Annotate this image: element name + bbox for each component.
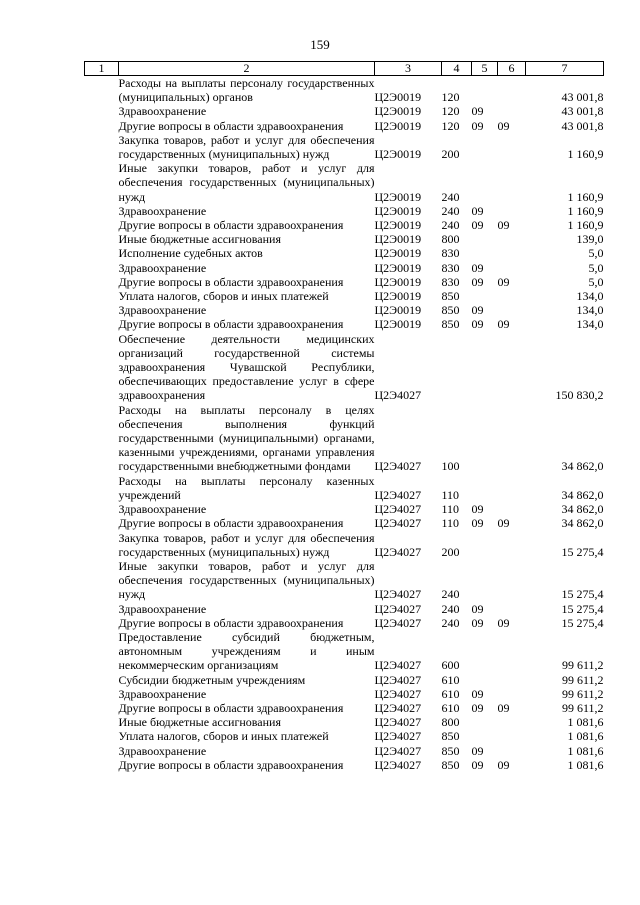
target-code-cell: Ц2Э4027 bbox=[374, 544, 422, 559]
table-row bbox=[85, 246, 604, 260]
section-cell: 09 bbox=[471, 203, 484, 218]
section-cell bbox=[472, 76, 498, 105]
section-cell: 09 bbox=[471, 700, 484, 715]
table-row bbox=[85, 161, 604, 204]
expense-type-cell: 800 bbox=[441, 715, 460, 730]
target-code-cell: Ц2Э0019 bbox=[374, 118, 422, 133]
table-row bbox=[85, 317, 604, 331]
table-row bbox=[85, 559, 604, 602]
target-code-cell: Ц2Э0019 bbox=[374, 203, 422, 218]
amount-cell: 99 611,2 bbox=[561, 672, 604, 687]
table-body bbox=[85, 76, 604, 772]
table-row bbox=[85, 261, 604, 275]
expense-type-cell: 850 bbox=[441, 303, 460, 318]
expense-type-cell: 240 bbox=[441, 203, 460, 218]
expense-name-cell: Иные бюджетные ассигнования bbox=[118, 232, 281, 247]
table-row bbox=[85, 630, 604, 673]
table-row bbox=[85, 403, 604, 474]
column-header-3: 3 bbox=[375, 62, 442, 76]
table-row bbox=[85, 119, 604, 133]
expense-name-cell: Уплата налогов, сборов и иных платежей bbox=[118, 729, 329, 744]
subsection-cell bbox=[498, 246, 526, 260]
section-cell bbox=[472, 729, 498, 743]
target-code-cell: Ц2Э4027 bbox=[374, 615, 422, 630]
section-cell bbox=[472, 289, 498, 303]
target-code-cell: Ц2Э0019 bbox=[374, 104, 422, 119]
expense-type-cell: 110 bbox=[441, 516, 460, 531]
expense-name-cell: Другие вопросы в области здравоохранения bbox=[118, 218, 344, 233]
table-row bbox=[85, 289, 604, 303]
target-code-cell: Ц2Э4027 bbox=[374, 672, 422, 687]
target-code-cell: Ц2Э4027 bbox=[374, 686, 422, 701]
row-number-cell bbox=[85, 502, 119, 516]
target-code-cell: Ц2Э4027 bbox=[374, 729, 422, 744]
expense-type-cell: 610 bbox=[441, 700, 460, 715]
table-row bbox=[85, 516, 604, 530]
subsection-cell: 09 bbox=[497, 516, 510, 531]
amount-cell: 134,0 bbox=[576, 289, 604, 304]
expense-name-cell: Другие вопросы в области здравоохранения bbox=[118, 615, 344, 630]
expense-name-cell: Другие вопросы в области здравоохранения bbox=[118, 757, 344, 772]
target-code-cell: Ц2Э4027 bbox=[374, 700, 422, 715]
table-row bbox=[85, 701, 604, 715]
row-number-cell bbox=[85, 104, 119, 118]
table-row bbox=[85, 531, 604, 559]
column-header-7: 7 bbox=[526, 62, 604, 76]
amount-cell: 43 001,8 bbox=[561, 104, 604, 119]
target-code-cell: Ц2Э4027 bbox=[374, 487, 422, 502]
target-code-cell: Ц2Э4027 bbox=[374, 388, 422, 403]
row-number-cell bbox=[85, 516, 119, 530]
subsection-cell bbox=[498, 289, 526, 303]
expense-type-cell: 240 bbox=[441, 587, 460, 602]
table-row bbox=[85, 232, 604, 246]
row-number-cell bbox=[85, 673, 119, 687]
section-cell bbox=[472, 531, 498, 559]
section-cell: 09 bbox=[471, 686, 484, 701]
table-row bbox=[85, 133, 604, 161]
section-cell bbox=[472, 630, 498, 673]
subsection-cell bbox=[498, 303, 526, 317]
amount-cell: 15 275,4 bbox=[561, 587, 604, 602]
expense-name-cell: Закупка товаров, работ и услуг для обеспечения государственных (муниципальных) нужд bbox=[118, 132, 375, 162]
column-header-6: 6 bbox=[498, 62, 526, 76]
section-cell bbox=[472, 559, 498, 602]
row-number-cell bbox=[85, 246, 119, 260]
section-cell: 09 bbox=[471, 757, 484, 772]
target-code-cell: Ц2Э0019 bbox=[374, 317, 422, 332]
subsection-cell: 09 bbox=[497, 118, 510, 133]
row-number-cell bbox=[85, 275, 119, 289]
row-number-cell bbox=[85, 133, 119, 161]
expense-type-cell: 100 bbox=[441, 459, 460, 474]
page-number: 159 bbox=[310, 37, 330, 52]
expense-type-cell bbox=[442, 332, 472, 403]
expense-name-cell: Другие вопросы в области здравоохранения bbox=[118, 118, 344, 133]
amount-cell: 34 862,0 bbox=[561, 459, 604, 474]
amount-cell: 134,0 bbox=[576, 303, 604, 318]
expense-type-cell: 110 bbox=[441, 502, 460, 517]
expense-name-cell: Субсидии бюджетным учреждениям bbox=[118, 672, 306, 687]
row-number-cell bbox=[85, 317, 119, 331]
subsection-cell: 09 bbox=[497, 615, 510, 630]
section-cell: 09 bbox=[471, 218, 484, 233]
expense-name-cell: Закупка товаров, работ и услуг для обеспечения государственных (муниципальных) нужд bbox=[118, 530, 375, 559]
expense-type-cell: 120 bbox=[441, 104, 460, 119]
amount-cell: 1 160,9 bbox=[567, 218, 604, 233]
expense-type-cell: 850 bbox=[441, 757, 460, 772]
table-row bbox=[85, 729, 604, 743]
table-row bbox=[85, 275, 604, 289]
target-code-cell: Ц2Э0019 bbox=[374, 232, 422, 247]
subsection-cell bbox=[498, 76, 526, 105]
section-cell bbox=[472, 403, 498, 474]
subsection-cell bbox=[498, 332, 526, 403]
expense-type-cell: 850 bbox=[441, 289, 460, 304]
expense-type-cell: 600 bbox=[441, 658, 460, 673]
header-row bbox=[85, 62, 604, 76]
section-cell: 09 bbox=[471, 502, 484, 517]
section-cell bbox=[472, 161, 498, 204]
row-number-cell bbox=[85, 474, 119, 502]
expense-type-cell: 110 bbox=[441, 487, 460, 502]
row-number-cell bbox=[85, 758, 119, 772]
row-number-cell bbox=[85, 616, 119, 630]
expense-name-cell: Уплата налогов, сборов и иных платежей bbox=[118, 289, 329, 304]
row-number-cell bbox=[85, 715, 119, 729]
section-cell: 09 bbox=[471, 615, 484, 630]
table-row bbox=[85, 687, 604, 701]
section-cell bbox=[472, 232, 498, 246]
row-number-cell bbox=[85, 289, 119, 303]
row-number-cell bbox=[85, 701, 119, 715]
section-cell: 09 bbox=[471, 118, 484, 133]
subsection-cell bbox=[498, 630, 526, 673]
subsection-cell bbox=[498, 715, 526, 729]
subsection-cell bbox=[498, 261, 526, 275]
row-number-cell bbox=[85, 744, 119, 758]
target-code-cell: Ц2Э0019 bbox=[374, 289, 422, 304]
expense-name-cell: Исполнение судебных актов bbox=[118, 246, 263, 261]
subsection-cell bbox=[498, 729, 526, 743]
target-code-cell: Ц2Э4027 bbox=[374, 743, 422, 758]
table-row bbox=[85, 715, 604, 729]
expense-type-cell: 120 bbox=[441, 118, 460, 133]
amount-cell: 99 611,2 bbox=[561, 700, 604, 715]
subsection-cell bbox=[498, 161, 526, 204]
column-header-2: 2 bbox=[119, 62, 375, 76]
amount-cell: 43 001,8 bbox=[561, 118, 604, 133]
row-number-cell bbox=[85, 403, 119, 474]
subsection-cell bbox=[498, 531, 526, 559]
target-code-cell: Ц2Э0019 bbox=[374, 274, 422, 289]
amount-cell: 5,0 bbox=[588, 260, 604, 275]
amount-cell: 15 275,4 bbox=[561, 615, 604, 630]
expense-name-cell: Здравоохранение bbox=[118, 686, 207, 701]
section-cell bbox=[472, 474, 498, 502]
amount-cell: 139,0 bbox=[576, 232, 604, 247]
subsection-cell bbox=[498, 744, 526, 758]
subsection-cell bbox=[498, 687, 526, 701]
row-number-cell bbox=[85, 630, 119, 673]
table-row bbox=[85, 76, 604, 105]
amount-cell: 1 081,6 bbox=[567, 729, 604, 744]
expense-type-cell: 850 bbox=[441, 317, 460, 332]
amount-cell: 15 275,4 bbox=[561, 601, 604, 616]
expense-name-cell: Другие вопросы в области здравоохранения bbox=[118, 700, 344, 715]
target-code-cell: Ц2Э0019 bbox=[374, 260, 422, 275]
subsection-cell bbox=[498, 204, 526, 218]
expense-type-cell: 240 bbox=[441, 615, 460, 630]
table-row bbox=[85, 332, 604, 403]
subsection-cell bbox=[498, 673, 526, 687]
expense-type-cell: 610 bbox=[441, 672, 460, 687]
section-cell: 09 bbox=[471, 303, 484, 318]
target-code-cell: Ц2Э4027 bbox=[374, 587, 422, 602]
expense-type-cell: 200 bbox=[441, 147, 460, 162]
section-cell bbox=[472, 332, 498, 403]
expense-type-cell: 240 bbox=[441, 189, 460, 204]
expense-name-cell: Здравоохранение bbox=[118, 104, 207, 119]
target-code-cell: Ц2Э0019 bbox=[374, 218, 422, 233]
table-row bbox=[85, 744, 604, 758]
expense-type-cell: 240 bbox=[441, 218, 460, 233]
target-code-cell: Ц2Э4027 bbox=[374, 757, 422, 772]
row-number-cell bbox=[85, 303, 119, 317]
row-number-cell bbox=[85, 687, 119, 701]
amount-cell: 1 160,9 bbox=[567, 189, 604, 204]
expense-name-cell: Иные закупки товаров, работ и услуг для обеспечения государственных (муниципальных) нужд bbox=[118, 558, 375, 602]
target-code-cell: Ц2Э4027 bbox=[374, 502, 422, 517]
expense-type-cell: 240 bbox=[441, 601, 460, 616]
table-row bbox=[85, 758, 604, 772]
table-row bbox=[85, 673, 604, 687]
expense-name-cell: Другие вопросы в области здравоохранения bbox=[118, 274, 344, 289]
target-code-cell: Ц2Э4027 bbox=[374, 715, 422, 730]
amount-cell: 15 275,4 bbox=[561, 544, 604, 559]
row-number-cell bbox=[85, 119, 119, 133]
amount-cell: 1 081,6 bbox=[567, 757, 604, 772]
amount-cell: 34 862,0 bbox=[561, 516, 604, 531]
column-header-1: 1 bbox=[85, 62, 119, 76]
expense-type-cell: 850 bbox=[441, 729, 460, 744]
table-row bbox=[85, 616, 604, 630]
table-row bbox=[85, 218, 604, 232]
section-cell bbox=[472, 715, 498, 729]
target-code-cell: Ц2Э4027 bbox=[374, 516, 422, 531]
target-code-cell: Ц2Э0019 bbox=[374, 90, 422, 105]
target-code-cell: Ц2Э0019 bbox=[374, 303, 422, 318]
amount-cell: 5,0 bbox=[588, 246, 604, 261]
row-number-cell bbox=[85, 204, 119, 218]
row-number-cell bbox=[85, 76, 119, 105]
subsection-cell bbox=[498, 502, 526, 516]
expense-name-cell: Предоставление субсидий бюджетным, автономным учреждениям и иным некоммерческим организациям bbox=[118, 629, 375, 673]
expense-name-cell: Расходы на выплаты персоналу в целях обеспечения выполнения функций государственными (муниципальными) органами, казенными учреждениями, органами управления государственными внебюджетными фондами bbox=[118, 402, 375, 474]
table-row bbox=[85, 602, 604, 616]
subsection-cell bbox=[498, 474, 526, 502]
subsection-cell bbox=[498, 403, 526, 474]
expense-name-cell: Здравоохранение bbox=[118, 502, 207, 517]
section-cell: 09 bbox=[471, 104, 484, 119]
subsection-cell: 09 bbox=[497, 757, 510, 772]
section-cell: 09 bbox=[471, 260, 484, 275]
subsection-cell bbox=[498, 133, 526, 161]
row-number-cell bbox=[85, 559, 119, 602]
row-number-cell bbox=[85, 218, 119, 232]
section-cell bbox=[472, 673, 498, 687]
section-cell: 09 bbox=[471, 516, 484, 531]
target-code-cell: Ц2Э0019 bbox=[374, 246, 422, 261]
row-number-cell bbox=[85, 232, 119, 246]
target-code-cell: Ц2Э4027 bbox=[374, 658, 422, 673]
target-code-cell: Ц2Э4027 bbox=[374, 459, 422, 474]
table-row bbox=[85, 104, 604, 118]
target-code-cell: Ц2Э4027 bbox=[374, 601, 422, 616]
row-number-cell bbox=[85, 161, 119, 204]
subsection-cell: 09 bbox=[497, 218, 510, 233]
amount-cell: 150 830,2 bbox=[555, 388, 604, 403]
expense-name-cell: Здравоохранение bbox=[118, 260, 207, 275]
amount-cell: 34 862,0 bbox=[561, 487, 604, 502]
subsection-cell bbox=[498, 602, 526, 616]
section-cell: 09 bbox=[471, 317, 484, 332]
table-header bbox=[85, 62, 604, 76]
column-header-5: 5 bbox=[472, 62, 498, 76]
row-number-cell bbox=[85, 261, 119, 275]
expense-name-cell: Другие вопросы в области здравоохранения bbox=[118, 317, 344, 332]
subsection-cell: 09 bbox=[497, 317, 510, 332]
amount-cell: 1 081,6 bbox=[567, 715, 604, 730]
subsection-cell bbox=[498, 104, 526, 118]
expense-type-cell: 830 bbox=[441, 260, 460, 275]
expense-type-cell: 610 bbox=[441, 686, 460, 701]
expense-name-cell: Здравоохранение bbox=[118, 303, 207, 318]
section-cell: 09 bbox=[471, 601, 484, 616]
amount-cell: 1 160,9 bbox=[567, 147, 604, 162]
row-number-cell bbox=[85, 332, 119, 403]
expense-type-cell: 120 bbox=[441, 90, 460, 105]
expense-name-cell: Здравоохранение bbox=[118, 601, 207, 616]
expense-type-cell: 800 bbox=[441, 232, 460, 247]
section-cell bbox=[472, 133, 498, 161]
table-row bbox=[85, 303, 604, 317]
subsection-cell bbox=[498, 232, 526, 246]
expense-name-cell: Иные закупки товаров, работ и услуг для обеспечения государственных (муниципальных) нужд bbox=[118, 161, 375, 204]
amount-cell: 34 862,0 bbox=[561, 502, 604, 517]
amount-cell: 99 611,2 bbox=[561, 658, 604, 673]
section-cell bbox=[472, 246, 498, 260]
amount-cell: 1 160,9 bbox=[567, 203, 604, 218]
expense-name-cell: Другие вопросы в области здравоохранения bbox=[118, 516, 344, 531]
amount-cell: 43 001,8 bbox=[561, 90, 604, 105]
row-number-cell bbox=[85, 729, 119, 743]
table-row bbox=[85, 474, 604, 502]
target-code-cell: Ц2Э0019 bbox=[374, 189, 422, 204]
expense-type-cell: 830 bbox=[441, 246, 460, 261]
budget-table bbox=[84, 61, 604, 772]
amount-cell: 1 081,6 bbox=[567, 743, 604, 758]
expense-name-cell: Расходы на выплаты персоналу государственных (муниципальных) органов bbox=[118, 76, 375, 105]
table-row bbox=[85, 204, 604, 218]
amount-cell: 134,0 bbox=[576, 317, 604, 332]
expense-type-cell: 830 bbox=[441, 274, 460, 289]
amount-cell: 5,0 bbox=[588, 274, 604, 289]
subsection-cell: 09 bbox=[497, 700, 510, 715]
column-header-4: 4 bbox=[442, 62, 472, 76]
amount-cell: 99 611,2 bbox=[561, 686, 604, 701]
section-cell: 09 bbox=[471, 274, 484, 289]
expense-name-cell: Обеспечение деятельности медицинских организаций государственной системы здравоохранения Чувашской Республики, обеспечивающих предоставление услуг в сфере здравоохранения bbox=[118, 331, 375, 403]
row-number-cell bbox=[85, 602, 119, 616]
section-cell: 09 bbox=[471, 743, 484, 758]
expense-name-cell: Расходы на выплаты персоналу казенных учреждений bbox=[118, 473, 375, 502]
expense-name-cell: Здравоохранение bbox=[118, 743, 207, 758]
expense-type-cell: 850 bbox=[441, 743, 460, 758]
expense-name-cell: Иные бюджетные ассигнования bbox=[118, 715, 281, 730]
row-number-cell bbox=[85, 531, 119, 559]
table-row bbox=[85, 502, 604, 516]
subsection-cell: 09 bbox=[497, 274, 510, 289]
target-code-cell: Ц2Э0019 bbox=[374, 147, 422, 162]
expense-name-cell: Здравоохранение bbox=[118, 203, 207, 218]
expense-type-cell: 200 bbox=[441, 544, 460, 559]
subsection-cell bbox=[498, 559, 526, 602]
